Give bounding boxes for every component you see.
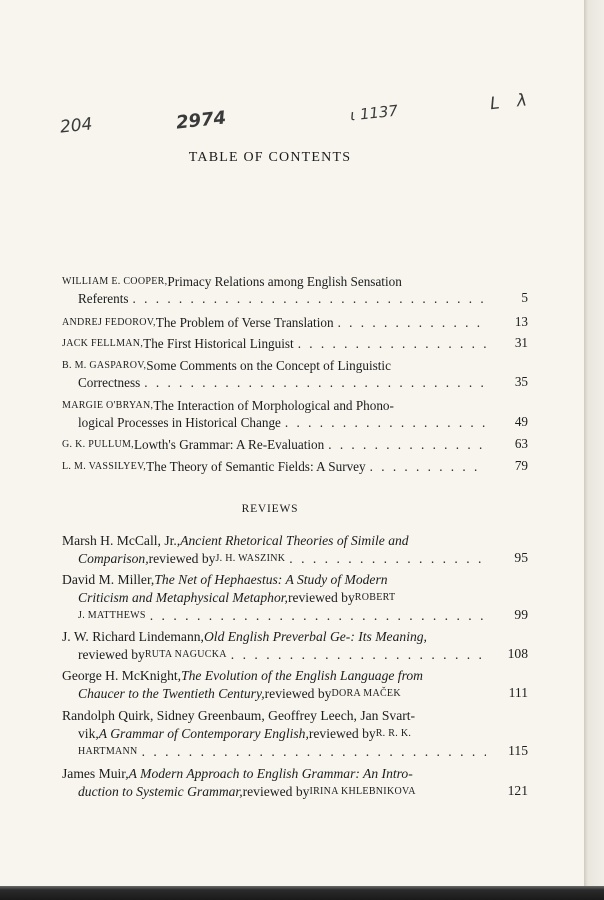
- review-text: reviewed by: [242, 784, 310, 799]
- review-book-title: Old English Preverbal Ge-: Its Meaning,: [203, 629, 427, 644]
- entry-title: Lowth's Grammar: A Re-Evaluation: [133, 437, 325, 452]
- review-author: Randolph Quirk, Sidney Greenbaum, Geoffrey Leech, Jan Svart-: [62, 708, 416, 723]
- reviewer-name: R. R. K.: [375, 728, 412, 739]
- entry-title: Correctness: [78, 375, 141, 390]
- review-text: reviewed by: [148, 551, 216, 566]
- entry-author: JACK FELLMAN,: [62, 338, 144, 349]
- review-book-title: Ancient Rhetorical Theories of Simile and: [180, 533, 409, 548]
- toc-entry: [62, 314, 486, 331]
- entry-title: The Problem of Verse Translation: [155, 315, 334, 330]
- review-book-title: A Modern Approach to English Grammar: An Intro-: [128, 766, 413, 781]
- dot-leader: [324, 436, 486, 453]
- reviewer-name: RUTA NAGUCKA: [144, 649, 227, 660]
- handwritten-note: 204: [59, 114, 94, 138]
- reviewer-name: ROBERT: [354, 592, 396, 603]
- review-text: reviewed by: [264, 686, 332, 701]
- scanner-edge-bottom: [0, 886, 604, 900]
- review-entry: [62, 707, 486, 761]
- entry-title: logical Processes in Historical Change: [78, 415, 281, 430]
- review-book-title: Chaucer to the Twentieth Century,: [78, 686, 265, 701]
- review-book-title: duction to Systemic Grammar,: [78, 784, 243, 799]
- page-number: 35: [514, 374, 528, 389]
- review-entry: [62, 628, 486, 664]
- dot-leader: [281, 414, 486, 431]
- dot-leader: [334, 314, 486, 331]
- review-author: J. W. Richard Lindemann,: [62, 629, 204, 644]
- entry-author: ANDREJ FEDOROV,: [62, 317, 156, 328]
- page-number: 31: [514, 335, 528, 350]
- entry-title: The Theory of Semantic Fields: A Survey: [146, 459, 366, 474]
- page-number: 13: [514, 314, 528, 329]
- reviewer-name: IRINA KHLEBNIKOVA: [309, 786, 416, 797]
- review-author: Marsh H. McCall, Jr.,: [62, 533, 181, 548]
- page-number: 49: [514, 414, 528, 429]
- page-number: 108: [507, 646, 528, 661]
- dot-leader: [129, 290, 486, 307]
- page-title: TABLE OF CONTENTS: [188, 150, 352, 165]
- entry-title: The First Historical Linguist: [143, 336, 294, 351]
- review-author: George H. McKnight,: [62, 668, 182, 683]
- dot-leader: [366, 458, 486, 475]
- review-author: vik,: [78, 726, 99, 741]
- handwritten-note: L λ: [489, 89, 534, 115]
- dot-leader: [285, 550, 486, 568]
- review-author: David M. Miller,: [62, 572, 155, 587]
- review-book-title: Criticism and Metaphysical Metaphor,: [78, 590, 288, 605]
- dot-leader: [294, 335, 486, 352]
- toc-entry: [62, 357, 486, 391]
- page-number: 121: [507, 783, 528, 798]
- handwritten-note: 2974: [175, 107, 228, 134]
- dot-leader: [227, 646, 486, 664]
- reviewer-name: J. H. WASZINK: [215, 553, 286, 564]
- handwritten-note: ι 1137: [349, 101, 399, 125]
- toc-entry: [62, 436, 486, 453]
- entry-title: Some Comments on the Concept of Linguistic: [146, 358, 391, 373]
- review-text: reviewed by: [78, 647, 145, 662]
- dot-leader: [138, 743, 486, 761]
- review-text: reviewed by: [308, 726, 376, 741]
- entry-author: WILLIAM E. COOPER,: [62, 276, 168, 287]
- page-number: 95: [514, 550, 528, 565]
- page-number: 111: [508, 685, 528, 700]
- toc-entry: [62, 397, 486, 431]
- page-number: 63: [514, 436, 528, 451]
- page-number: 79: [514, 458, 528, 473]
- reviewer-name: HARTMANN: [78, 746, 138, 757]
- entry-title: Referents: [78, 291, 129, 306]
- review-entry: [62, 667, 486, 703]
- toc-entry: [62, 273, 486, 307]
- page-edge-right: [584, 0, 604, 900]
- review-author: James Muir,: [62, 766, 129, 781]
- toc-entry: [62, 458, 486, 475]
- dot-leader: [146, 607, 486, 625]
- dot-leader: [140, 374, 486, 391]
- entry-title: The Interaction of Morphological and Phono-: [153, 398, 394, 413]
- toc-entry: [62, 335, 486, 352]
- entry-author: L. M. VASSILYEV,: [62, 461, 147, 472]
- section-heading-reviews: REVIEWS: [241, 503, 299, 515]
- review-book-title: The Net of Hephaestus: A Study of Modern: [154, 572, 388, 587]
- review-entry: [62, 571, 486, 625]
- page-number: 5: [521, 290, 528, 305]
- page-number: 115: [508, 743, 528, 758]
- entry-title: Primacy Relations among English Sensation: [167, 274, 402, 289]
- page-number: 99: [514, 607, 528, 622]
- reviewer-name: J. MATTHEWS: [78, 610, 146, 621]
- review-text: reviewed by: [287, 590, 355, 605]
- review-entry: [62, 765, 486, 801]
- review-book-title: Comparison,: [78, 551, 149, 566]
- review-book-title: The Evolution of the English Language from: [181, 668, 423, 683]
- entry-author: MARGIE O'BRYAN,: [62, 400, 154, 411]
- entry-author: G. K. PULLUM,: [62, 439, 134, 450]
- reviewer-name: DORA MAČEK: [331, 688, 401, 699]
- entry-author: B. M. GASPAROV,: [62, 360, 147, 371]
- review-entry: [62, 532, 486, 568]
- review-book-title: A Grammar of Contemporary English,: [98, 726, 309, 741]
